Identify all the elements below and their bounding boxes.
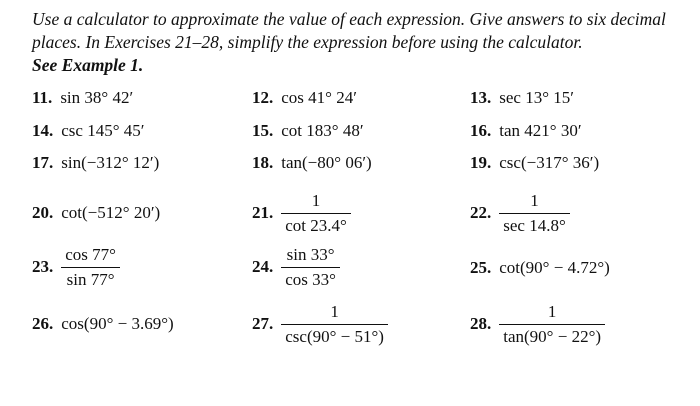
fraction — [279, 245, 342, 290]
exercise-number: 26. — [32, 314, 54, 333]
exercise-expression: sin 38° 42′ — [60, 88, 134, 107]
exercise-number: 11. — [32, 88, 53, 107]
numerator: 1 — [530, 190, 539, 210]
numerator: 1 — [330, 301, 339, 321]
fraction — [279, 191, 353, 236]
exercise-number: 22. — [470, 203, 492, 222]
fraction — [59, 245, 122, 290]
exercise-expression: csc 145° 45′ — [61, 121, 145, 140]
exercise-number: 15. — [252, 121, 274, 140]
exercise-26 — [32, 314, 174, 384]
instructions-text: Use a calculator to approximate the value of each expression. Give answers to six decimal places. In Exercises 21–28, simplify the expression before using the calculator. — [32, 9, 666, 52]
denominator: cot 23.4° — [285, 215, 347, 235]
exercise-number: 27. — [252, 314, 274, 333]
exercise-number: 14. — [32, 121, 54, 140]
exercise-number: 28. — [470, 314, 492, 333]
numerator: cos 77° — [65, 244, 116, 264]
exercise-number: 16. — [470, 121, 492, 140]
exercise-number: 19. — [470, 153, 492, 172]
exercise-22 — [470, 178, 572, 248]
denominator: tan(90° − 22°) — [503, 326, 602, 346]
numerator: 1 — [311, 190, 321, 210]
exercise-number: 20. — [32, 203, 54, 222]
fraction — [497, 302, 607, 347]
exercise-expression: tan 421° 30′ — [499, 121, 582, 140]
exercise-expression: cos 41° 24′ — [281, 88, 357, 107]
exercise-expression: tan(−80° 06′) — [281, 153, 372, 172]
exercise-23 — [32, 232, 122, 302]
exercise-number: 21. — [252, 203, 274, 222]
denominator: csc(90° − 51°) — [285, 326, 384, 346]
instructions — [32, 8, 684, 77]
numerator: 1 — [547, 301, 557, 321]
exercise-expression: sin(−312° 12′) — [61, 153, 160, 172]
fraction — [279, 302, 390, 347]
denominator: sin 77° — [66, 269, 115, 289]
exercise-number: 25. — [470, 258, 492, 277]
exercise-expression: cot(90° − 4.72°) — [499, 258, 610, 277]
fraction — [497, 191, 572, 236]
exercise-expression: csc(−317° 36′) — [499, 153, 600, 172]
exercise-number: 17. — [32, 153, 54, 172]
exercise-number: 24. — [252, 257, 274, 276]
exercise-number: 18. — [252, 153, 274, 172]
denominator: cos 33° — [285, 269, 336, 289]
exercise-28 — [470, 289, 607, 359]
exercise-expression: cot 183° 48′ — [281, 121, 364, 140]
numerator: sin 33° — [286, 244, 335, 264]
exercise-expression: cot(−512° 20′) — [61, 203, 161, 222]
exercise-expression: sec 13° 15′ — [499, 88, 574, 107]
see-example: See Example 1. — [32, 55, 144, 75]
denominator: sec 14.8° — [503, 215, 566, 235]
exercise-number: 12. — [252, 88, 274, 107]
exercise-number: 23. — [32, 257, 54, 276]
exercise-expression: cos(90° − 3.69°) — [61, 314, 174, 333]
exercise-27 — [252, 289, 390, 359]
exercise-number: 13. — [470, 88, 492, 107]
